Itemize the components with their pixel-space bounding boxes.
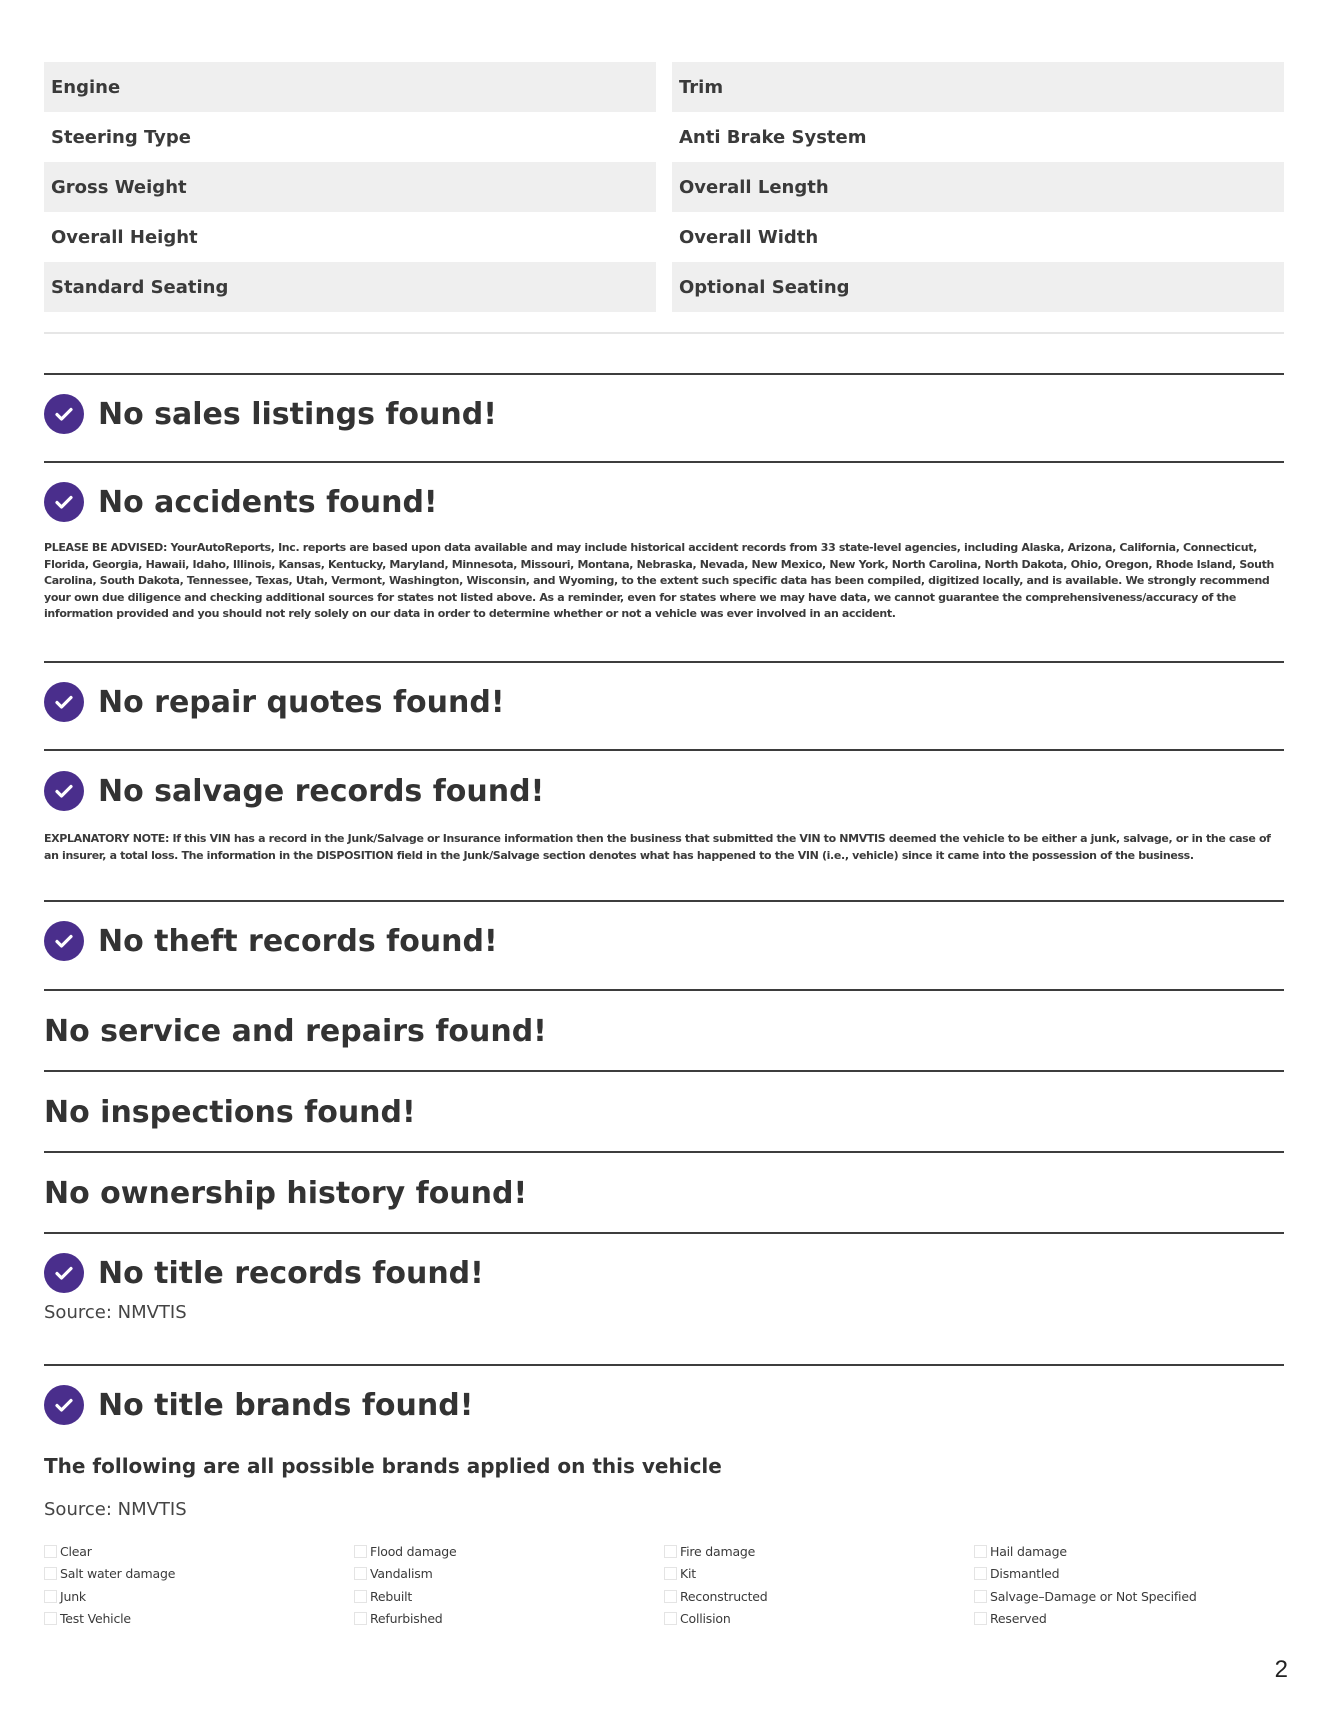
theft-heading-text: No theft records found!: [98, 923, 498, 959]
spec-label: Trim: [672, 62, 1284, 112]
brand-item: [44, 1585, 354, 1608]
spec-label: Overall Width: [679, 226, 819, 248]
spec-row: [44, 112, 1284, 162]
repair-quotes-heading: [44, 681, 505, 723]
brand-item: [354, 1563, 664, 1586]
spec-row: [44, 162, 1284, 212]
brand-item: [664, 1608, 974, 1631]
check-circle-icon: [44, 682, 84, 722]
checkbox[interactable]: [974, 1612, 987, 1625]
inspections-heading: [44, 1091, 416, 1133]
brand-label: Hail damage: [990, 1543, 1067, 1559]
brand-label: Reserved: [990, 1611, 1047, 1627]
brand-item: [354, 1585, 664, 1608]
brand-label: Salt water damage: [60, 1566, 176, 1582]
spec-row: [44, 62, 1284, 112]
spec-label: Engine: [44, 62, 656, 112]
checkbox[interactable]: [664, 1590, 677, 1603]
accidents-disclaimer: PLEASE BE ADVISED: YourAutoReports, Inc. reports are based upon data available and may include historical accident records from 33 state-level agencies, including Alaska, Arizona, California, Connecticut, Florida, Georgia, Hawaii, Idaho, Illinois, Kansas, Kentucky, Maryland, Minnesota, Missouri, Montana, Nebraska, Nevada, New Mexico, New York, North Carolina, North Dakota, Ohio, Oregon, Rhode Island, South Carolina, South Dakota, Tennessee, Texas, Utah, Vermont, Washington, Wisconsin, and Wyoming, to the extent such specific data has been compiled, digitized locally, and is available. We strongly recommend your own due diligence and checking additional sources for states not listed above. As a reminder, even for states where we may have data, we cannot guarantee the comprehensiveness/accuracy of the information provided and you should not rely solely on our data in order to determine whether or not a vehicle was ever involved in an accident.: [44, 541, 1275, 620]
salvage-explanatory-note: EXPLANATORY NOTE: If this VIN has a record in the Junk/Salvage or Insurance information then the business that submitted the VIN to NMVTIS deemed the vehicle to be either a junk, salvage, or in the case of an insurer, a total loss. The information in the DISPOSITION field in the Junk/Salvage section denotes what has happened to the VIN (i.e., vehicle) since it came into the possession of the business.: [44, 832, 1271, 862]
divider: [44, 461, 1284, 463]
check-circle-icon: [44, 1385, 84, 1425]
checkbox[interactable]: [44, 1590, 57, 1603]
accidents-heading: [44, 481, 438, 523]
brand-label: Salvage–Damage or Not Specified: [990, 1588, 1197, 1604]
checkbox[interactable]: [974, 1567, 987, 1580]
brand-label: Fire damage: [680, 1543, 756, 1559]
title-records-heading-text: No title records found!: [98, 1255, 484, 1291]
checkbox[interactable]: [44, 1545, 57, 1558]
divider: [44, 749, 1284, 751]
checkbox[interactable]: [664, 1545, 677, 1558]
brand-label: Refurbished: [370, 1611, 443, 1627]
brand-item: [44, 1608, 354, 1631]
spec-row: [44, 212, 1284, 262]
brand-item: [664, 1585, 974, 1608]
brand-label: Dismantled: [990, 1566, 1060, 1582]
brand-label: Test Vehicle: [60, 1611, 131, 1627]
title-brands-heading: [44, 1384, 473, 1426]
theft-heading: [44, 920, 498, 962]
divider: [44, 989, 1284, 991]
brand-label: Rebuilt: [370, 1588, 413, 1604]
brand-item: [44, 1563, 354, 1586]
spec-label: Gross Weight: [44, 162, 656, 212]
brand-item: [354, 1608, 664, 1631]
inspections-heading-text: No inspections found!: [44, 1094, 416, 1130]
brand-item: [354, 1540, 664, 1563]
title-brands-source: Source: NMVTIS: [44, 1499, 187, 1520]
brand-row: [44, 1540, 1284, 1563]
brand-item: [664, 1540, 974, 1563]
title-brands-list: [44, 1540, 1284, 1630]
checkbox[interactable]: [974, 1590, 987, 1603]
title-records-source: Source: NMVTIS: [44, 1302, 187, 1323]
divider: [44, 1364, 1284, 1366]
title-brands-subheading: The following are all possible brands applied on this vehicle: [44, 1454, 722, 1478]
title-records-heading: [44, 1252, 484, 1294]
check-circle-icon: [44, 921, 84, 961]
brand-row: [44, 1563, 1284, 1586]
divider: [44, 373, 1284, 375]
accidents-heading-text: No accidents found!: [98, 484, 438, 520]
service-heading-text: No service and repairs found!: [44, 1013, 547, 1049]
brand-label: Junk: [60, 1588, 86, 1604]
sales-heading-text: No sales listings found!: [98, 396, 497, 432]
checkbox[interactable]: [354, 1612, 367, 1625]
spec-label: Overall Height: [51, 226, 198, 248]
brand-item: [974, 1608, 1284, 1631]
divider: [44, 661, 1284, 663]
salvage-heading-text: No salvage records found!: [98, 773, 545, 809]
spec-label: Standard Seating: [44, 262, 656, 312]
checkbox[interactable]: [974, 1545, 987, 1558]
spec-label: Optional Seating: [672, 262, 1284, 312]
ownership-heading: [44, 1172, 527, 1214]
vehicle-specs-table: [44, 62, 1284, 312]
spec-label: Overall Length: [672, 162, 1284, 212]
spec-row: [44, 262, 1284, 312]
brand-item: [44, 1540, 354, 1563]
checkbox[interactable]: [354, 1590, 367, 1603]
checkbox[interactable]: [44, 1567, 57, 1580]
brand-label: Clear: [60, 1543, 92, 1559]
divider: [44, 1232, 1284, 1234]
check-circle-icon: [44, 482, 84, 522]
check-circle-icon: [44, 394, 84, 434]
brand-item: [664, 1563, 974, 1586]
divider: [44, 1151, 1284, 1153]
brand-label: Collision: [680, 1611, 731, 1627]
checkbox[interactable]: [664, 1567, 677, 1580]
divider: [44, 1070, 1284, 1072]
spec-label: Anti Brake System: [679, 126, 867, 148]
sales-heading: [44, 393, 497, 435]
brand-label: Kit: [680, 1566, 696, 1582]
brand-label: Reconstructed: [680, 1588, 768, 1604]
divider: [44, 900, 1284, 902]
brand-label: Vandalism: [370, 1566, 433, 1582]
brand-row: [44, 1585, 1284, 1608]
brand-item: [974, 1563, 1284, 1586]
brand-item: [974, 1585, 1284, 1608]
spec-label: Steering Type: [51, 126, 191, 148]
brand-row: [44, 1608, 1284, 1631]
check-circle-icon: [44, 771, 84, 811]
checkbox[interactable]: [354, 1567, 367, 1580]
ownership-heading-text: No ownership history found!: [44, 1175, 528, 1211]
service-heading: [44, 1010, 547, 1052]
title-brands-heading-text: No title brands found!: [98, 1387, 474, 1423]
checkbox[interactable]: [44, 1612, 57, 1625]
brand-label: Flood damage: [370, 1543, 457, 1559]
brand-item: [974, 1540, 1284, 1563]
repair-quotes-heading-text: No repair quotes found!: [98, 684, 505, 720]
page-number: 2: [1274, 1656, 1288, 1683]
salvage-heading: [44, 770, 544, 812]
check-circle-icon: [44, 1253, 84, 1293]
divider: [44, 332, 1284, 334]
checkbox[interactable]: [354, 1545, 367, 1558]
checkbox[interactable]: [664, 1612, 677, 1625]
